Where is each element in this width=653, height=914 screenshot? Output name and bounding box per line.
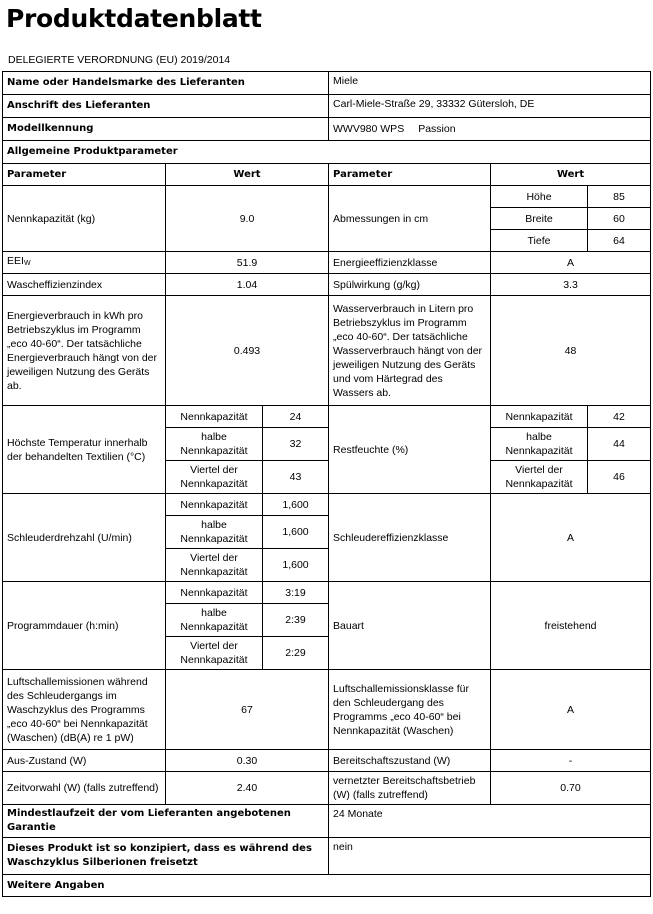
max-temp-half: 32: [263, 428, 329, 461]
col-param-left: Parameter: [3, 164, 166, 186]
load-full-label: Nennkapazität: [166, 494, 263, 516]
duration-half: 2:39: [263, 604, 329, 637]
col-param-right: Parameter: [329, 164, 491, 186]
load-quarter-label: Viertel der Nennkapazität: [166, 549, 263, 582]
width-value: 60: [588, 208, 651, 230]
col-value-left: Wert: [166, 164, 329, 186]
moisture-full: 42: [588, 406, 651, 428]
col-value-right: Wert: [491, 164, 651, 186]
spin-speed-full: 1,600: [263, 494, 329, 516]
standby-value: -: [491, 750, 651, 772]
energy-class-label: Energieeffizienzklasse: [329, 252, 491, 274]
rinsing-label: Spülwirkung (g/kg): [329, 274, 491, 296]
load-half-label: halbe Nennkapazität: [166, 428, 263, 461]
load-full-label: Nennkapazität: [166, 406, 263, 428]
noise-class-value: A: [491, 670, 651, 750]
silver-ions-label: Dieses Produkt ist so konzipiert, dass es während des Waschzyklus Silberionen freisetzt: [3, 838, 329, 875]
eei-label: $EEI_W$: [3, 252, 166, 274]
load-full-label: Nennkapazität: [166, 582, 263, 604]
model-id: WWV980 WPS: [333, 123, 405, 135]
load-quarter-label: Viertel der Nennkapazität: [166, 637, 263, 670]
networked-standby-value: 0.70: [491, 772, 651, 805]
supplier-name-value: Miele: [329, 72, 651, 95]
height-label: Höhe: [491, 186, 588, 208]
dimensions-label: Abmessungen in cm: [329, 186, 491, 252]
eei-value: 51.9: [166, 252, 329, 274]
water-consumption-label: Wasserverbrauch in Litern pro Betriebszyklus im Programm „eco 40-60“. Der tatsächliche Wasserverbrauch hängt von der jeweiligen Nutzung des Geräts und vom Härtegrad des Wassers ab.: [329, 296, 491, 406]
load-half-label: halbe Nennkapazität: [166, 604, 263, 637]
off-mode-value: 0.30: [166, 750, 329, 772]
regulation-reference: DELEGIERTE VERORDNUNG (EU) 2019/2014: [8, 54, 231, 66]
width-label: Breite: [491, 208, 588, 230]
load-half-label: halbe Nennkapazität: [166, 516, 263, 549]
capacity-label: Nennkapazität (kg): [3, 186, 166, 252]
rinsing-value: 3.3: [491, 274, 651, 296]
delay-start-value: 2.40: [166, 772, 329, 805]
energy-class-value: A: [491, 252, 651, 274]
moisture-half: 44: [588, 428, 651, 461]
supplier-address-label: Anschrift des Lieferanten: [3, 95, 329, 118]
warranty-label: Mindestlaufzeit der vom Lieferanten angebotenen Garantie: [3, 805, 329, 838]
warranty-value: 24 Monate: [329, 805, 651, 838]
construction-label: Bauart: [329, 582, 491, 670]
moisture-quarter: 46: [588, 461, 651, 494]
load-half-label: halbe Nennkapazität: [491, 428, 588, 461]
silver-ions-value: nein: [329, 838, 651, 875]
max-temp-label: Höchste Temperatur innerhalb der behandelten Textilien (°C): [3, 406, 166, 494]
model-value: [329, 118, 651, 141]
load-quarter-label: Viertel der Nennkapazität: [491, 461, 588, 494]
spin-speed-quarter: 1,600: [263, 549, 329, 582]
washing-index-label: Wascheffizienzindex: [3, 274, 166, 296]
supplier-name-label: Name oder Handelsmarke des Lieferanten: [3, 72, 329, 95]
spin-speed-label: Schleuderdrehzahl (U/min): [3, 494, 166, 582]
max-temp-quarter: 43: [263, 461, 329, 494]
height-value: 85: [588, 186, 651, 208]
supplier-address-value: Carl-Miele-Straße 29, 33332 Gütersloh, DE: [329, 95, 651, 118]
depth-value: 64: [588, 230, 651, 252]
washing-index-value: 1.04: [166, 274, 329, 296]
noise-label: Luftschallemissionen während des Schleudergangs im Waschzyklus des Programms „eco 40-60“ bei Nennkapazität (Waschen) (dB(A) re 1 pW): [3, 670, 166, 750]
load-full-label: Nennkapazität: [491, 406, 588, 428]
standby-label: Bereitschaftszustand (W): [329, 750, 491, 772]
networked-standby-label: vernetzter Bereitschaftsbetrieb (W) (falls zutreffend): [329, 772, 491, 805]
moisture-label: Restfeuchte (%): [329, 406, 491, 494]
energy-consumption-label: Energieverbrauch in kWh pro Betriebszyklus im Programm „eco 40-60“. Der tatsächliche Energieverbrauch hängt von der jeweiligen Nutzung des Geräts ab.: [3, 296, 166, 406]
data-table: [2, 71, 651, 897]
noise-value: 67: [166, 670, 329, 750]
max-temp-full: 24: [263, 406, 329, 428]
off-mode-label: Aus-Zustand (W): [3, 750, 166, 772]
delay-start-label: Zeitvorwahl (W) (falls zutreffend): [3, 772, 166, 805]
page-title: Produktdatenblatt: [6, 4, 262, 33]
duration-label: Programmdauer (h:min): [3, 582, 166, 670]
duration-quarter: 2:29: [263, 637, 329, 670]
model-variant: Passion: [418, 123, 456, 135]
depth-label: Tiefe: [491, 230, 588, 252]
spin-class-value: A: [491, 494, 651, 582]
spin-class-label: Schleudereffizienzklasse: [329, 494, 491, 582]
model-label: Modellkennung: [3, 118, 329, 141]
water-consumption-value: 48: [491, 296, 651, 406]
further-info-label: Weitere Angaben: [3, 875, 651, 897]
spin-speed-half: 1,600: [263, 516, 329, 549]
noise-class-label: Luftschallemissionsklasse für den Schleudergang des Programms „eco 40-60“ bei Nennkapazität (Waschen): [329, 670, 491, 750]
construction-value: freistehend: [491, 582, 651, 670]
energy-consumption-value: 0.493: [166, 296, 329, 406]
load-quarter-label: Viertel der Nennkapazität: [166, 461, 263, 494]
general-heading: Allgemeine Produktparameter: [3, 141, 651, 164]
capacity-value: 9.0: [166, 186, 329, 252]
duration-full: 3:19: [263, 582, 329, 604]
